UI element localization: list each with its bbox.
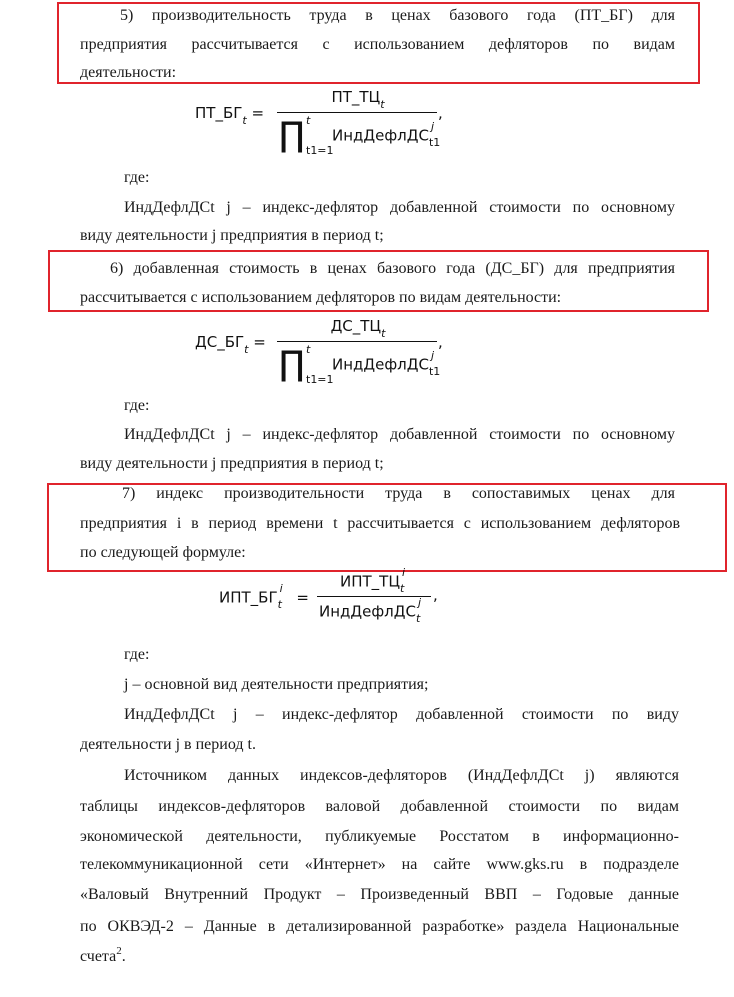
formula-lhs: ИПТ_БГ i t = bbox=[219, 582, 309, 611]
def2-line2: виду деятельности j предприятия в период t; bbox=[80, 455, 384, 472]
product-upper: t bbox=[306, 343, 311, 356]
source-line7 bbox=[80, 947, 126, 968]
item5-line3: деятельности: bbox=[80, 64, 177, 81]
source-last-word: счета bbox=[80, 948, 117, 965]
def2-line1: ИндДефлДСt j – индекс-дефлятор добавленной стоимости по основному bbox=[124, 426, 675, 443]
product-lower: t1=1 bbox=[306, 144, 334, 157]
where-label: где: bbox=[124, 646, 150, 663]
formula-pt-bg bbox=[195, 88, 455, 163]
source-period: . bbox=[121, 948, 126, 965]
formula-comma: , bbox=[433, 586, 438, 604]
product-upper: t bbox=[306, 114, 311, 127]
formula-numerator: ИПТ_ТЦ i t bbox=[340, 566, 406, 595]
fraction-bar bbox=[277, 341, 437, 342]
source-line5: «Валовый Внутренний Продукт – Произведенный ВВП – Годовые данные bbox=[80, 886, 679, 903]
formula-denominator: ИндДефлДС j t1 bbox=[332, 120, 441, 149]
source-line1: Источником данных индексов-дефляторов (ИндДефлДСt j) являются bbox=[124, 767, 679, 784]
def1-line2: виду деятельности j предприятия в период t; bbox=[80, 227, 384, 244]
product-symbol: ∏ bbox=[279, 115, 305, 155]
item7-line2: предприятия i в период времени t рассчитывается с использованием дефляторов bbox=[80, 515, 680, 532]
item7-line1: 7) индекс производительности труда в сопоставимых ценах для bbox=[122, 485, 675, 502]
fraction-bar bbox=[317, 596, 431, 597]
def3b-line1: ИндДефлДСt j – индекс-дефлятор добавленной стоимости по виду bbox=[124, 706, 679, 723]
item5-line2: предприятия рассчитывается с использованием дефляторов по видам bbox=[80, 36, 675, 53]
source-line3: экономической деятельности, публикуемые Росстатом в информационно- bbox=[80, 828, 679, 845]
source-line6: по ОКВЭД-2 – Данные в детализированной разработке» раздела Национальные bbox=[80, 918, 679, 935]
formula-numerator: $ПТ\_ТЦ_t$ bbox=[331, 88, 385, 111]
item7-line3: по следующей формуле: bbox=[80, 544, 246, 561]
product-symbol: ∏ bbox=[279, 344, 305, 384]
fraction-bar bbox=[277, 112, 437, 113]
source-line4: телекоммуникационной сети «Интернет» на сайте www.gks.ru в подразделе bbox=[80, 856, 679, 873]
def1-line1: ИндДефлДСt j – индекс-дефлятор добавленной стоимости по основному bbox=[124, 199, 675, 216]
formula-comma: , bbox=[438, 333, 443, 351]
formula-lhs: $ДС\_БГ_t$ = bbox=[195, 333, 266, 356]
item5-line1: 5) производительность труда в ценах базового года (ПТ_БГ) для bbox=[120, 7, 675, 24]
source-line2: таблицы индексов-дефляторов валовой добавленной стоимости по видам bbox=[80, 798, 679, 815]
formula-ds-bg bbox=[195, 317, 455, 392]
def3a-line: j – основной вид деятельности предприятия; bbox=[124, 676, 429, 693]
item6-line2: рассчитывается с использованием дефляторов по видам деятельности: bbox=[80, 289, 562, 306]
formula-numerator: $ДС\_ТЦ_t$ bbox=[330, 317, 386, 340]
formula-ipt-bg bbox=[219, 566, 459, 632]
def3b-line2: деятельности j в период t. bbox=[80, 736, 256, 753]
where-label: где: bbox=[124, 397, 150, 414]
item6-line1: 6) добавленная стоимость в ценах базового года (ДС_БГ) для предприятия bbox=[110, 260, 675, 277]
footnote-marker[interactable]: 2 bbox=[116, 945, 122, 957]
formula-denominator: ИндДефлДС j t bbox=[319, 596, 422, 625]
formula-denominator: ИндДефлДС j t1 bbox=[332, 349, 441, 378]
product-lower: t1=1 bbox=[306, 373, 334, 386]
formula-comma: , bbox=[438, 104, 443, 122]
formula-lhs: $ПТ\_БГ_t$ = bbox=[195, 104, 265, 127]
where-label: где: bbox=[124, 169, 150, 186]
